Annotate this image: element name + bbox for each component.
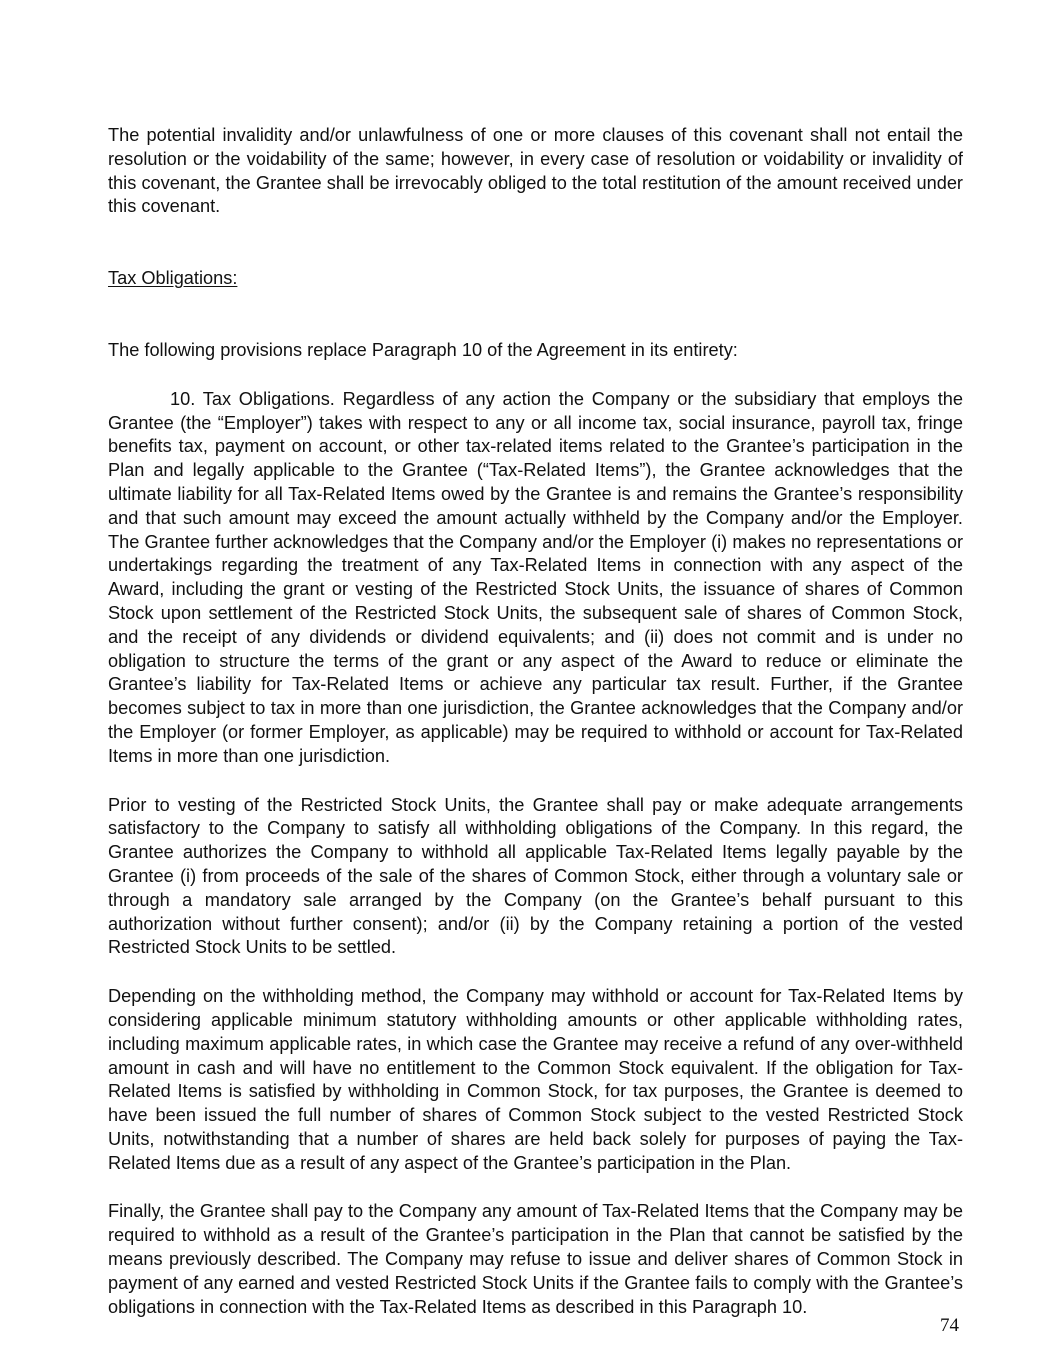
page-number: 74 (940, 1315, 959, 1336)
withholding-arrangements-paragraph: Prior to vesting of the Restricted Stock Units, the Grantee shall pay or make adequate arrangements satisfactory to the Company to satisfy all withholding obligations of the Company. In this regard, the Grantee authorizes the Company to withhold all applicable Tax-Related Items legally payable by the Grantee (i) from proceeds of the sale of the shares of Common Stock, either through a voluntary sale or through a mandatory sale arranged by the Company (on the Grantee’s behalf pursuant to this authorization without further consent); and/or (ii) by the Company retaining a portion of the vested Restricted Stock Units to be settled. (108, 794, 963, 958)
spacer (108, 769, 963, 794)
covenant-validity-paragraph: The potential invalidity and/or unlawfulness of one or more clauses of this covenant shall not entail the resolution or the voidability of the same; however, in every case of resolution or voidability or invalidity of this covenant, the Grantee shall be irrevocably obliged to the total restitution of the amount received under this covenant. (108, 125, 963, 217)
spacer (108, 219, 963, 267)
document-page (108, 124, 963, 1319)
spacer (108, 960, 963, 985)
spacer (108, 291, 963, 339)
final-payment-paragraph: Finally, the Grantee shall pay to the Company any amount of Tax-Related Items that the Company may be required to withhold as a result of the Grantee’s participation in the Plan that cannot be satisfied by the means previously described. The Company may refuse to issue and deliver shares of Common Stock in payment of any earned and vested Restricted Stock Units if the Grantee fails to comply with the Grantee’s obligations in connection with the Tax-Related Items as described in this Paragraph 10. (108, 1201, 963, 1317)
withholding-method-paragraph: Depending on the withholding method, the Company may withhold or account for Tax-Related Items by considering applicable minimum statutory withholding amounts or other applicable withholding rates, including maximum applicable rates, in which case the Grantee may receive a refund of any over-withheld amount in cash and will have no entitlement to the Common Stock equivalent. If the obligation for Tax-Related Items is satisfied by withholding in Common Stock, for tax purposes, the Grantee is deemed to have been issued the full number of shares of Common Stock subject to the vested Restricted Stock Units, notwithstanding that a number of shares are held back solely for purposes of paying the Tax-Related Items due as a result of any aspect of the Grantee’s participation in the Plan. (108, 986, 963, 1173)
provisions-intro-paragraph: The following provisions replace Paragraph 10 of the Agreement in its entirety: (108, 339, 738, 360)
paragraph-10-tax-obligations: 10. Tax Obligations. Regardless of any action the Company or the subsidiary that employs the Grantee (the “Employer”) takes with respect to any or all income tax, social insurance, payroll tax, fringe benefits tax, payment on account, or other tax-related items related to the Grantee’s participation in the Plan and legally applicable to the Grantee (“Tax-Related Items”), the Grantee acknowledges that the ultimate liability for all Tax-Related Items owed by the Grantee is and remains the Grantee’s responsibility and that such amount may exceed the amount actually withheld by the Company and/or the Employer. The Grantee further acknowledges that the Company and/or the Employer (i) makes no representations or undertakings regarding the treatment of any Tax-Related Items in connection with any aspect of the Award, including the grant or vesting of the Restricted Stock Units, the issuance of shares of Common Stock upon settlement of the Restricted Stock Units, the subsequent sale of shares of Common Stock, and the receipt of any dividends or dividend equivalents; and (ii) does not commit and is under no obligation to structure the terms of the grant or any aspect of the Award to reduce or eliminate the Grantee’s liability for Tax-Related Items or achieve any particular tax result. Further, if the Grantee becomes subject to tax in more than one jurisdiction, the Grantee acknowledges that the Company and/or the Employer (or former Employer, as applicable) may be required to withhold or account for Tax-Related Items in more than one jurisdiction. (108, 388, 963, 766)
tax-obligations-heading: Tax Obligations: (108, 268, 238, 289)
spacer (108, 1175, 963, 1200)
spacer (108, 363, 963, 388)
